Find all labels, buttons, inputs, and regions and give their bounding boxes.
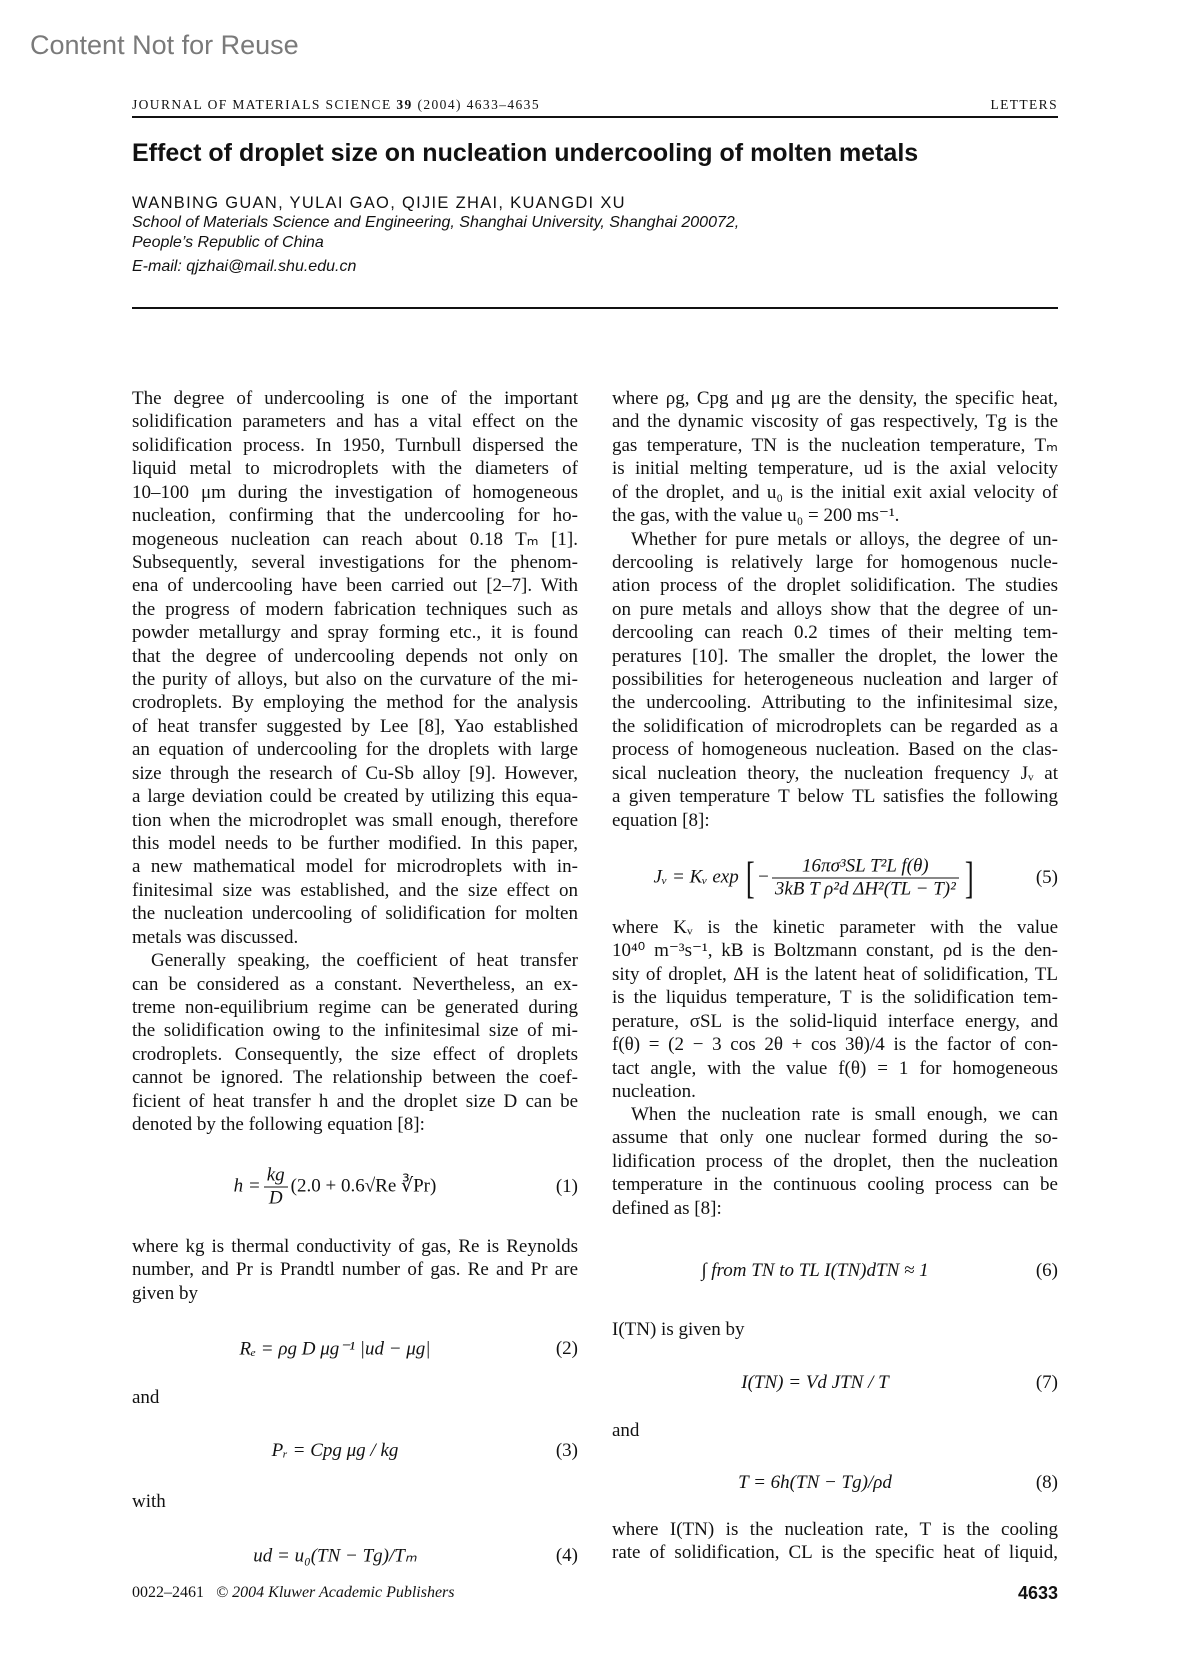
text-line: process of homogeneous nucleation. Based on the clas-	[612, 739, 1058, 761]
text-line: ficient of heat transfer h and the droplet size D can be	[132, 1090, 578, 1112]
text-line: metals was discussed.	[132, 926, 299, 948]
text-block	[132, 387, 578, 1137]
text-line: can be considered as a constant. Nevertheless, an ex-	[132, 973, 578, 995]
equation-4	[132, 1533, 578, 1579]
text-line: rate of solidification, CL is the specific heat of liquid,	[612, 1542, 1058, 1564]
fraction	[772, 856, 959, 901]
text-line: cannot be ignored. The relationship between the coef-	[132, 1067, 578, 1089]
equation-number: (3)	[555, 1440, 578, 1461]
text-line: size through the research of Cu-Sb alloy [9]. However,	[132, 762, 578, 784]
denominator: D	[264, 1187, 288, 1210]
text-line: sity of droplet, ΔH is the latent heat of solidification, TL	[612, 963, 1058, 985]
text-line: that the degree of undercooling depends not only on	[132, 645, 578, 667]
eq-lhs: Jᵥ = Kᵥ exp	[653, 866, 739, 888]
equation-number: (1)	[555, 1176, 578, 1197]
journal-year-pages: (2004) 4633–4635	[417, 97, 540, 112]
title-rule	[132, 307, 1058, 309]
publisher: © 2004 Kluwer Academic Publishers	[216, 1584, 455, 1601]
running-header	[132, 97, 540, 113]
equation-number: (6)	[1035, 1260, 1058, 1281]
text-line: tact angle, with the value f(θ) = 1 for homogeneous	[612, 1057, 1058, 1079]
connector-and: and	[612, 1420, 640, 1441]
eq-body: I(TN) = Vd JTN / T	[741, 1372, 889, 1393]
equation-number: (2)	[555, 1338, 578, 1359]
left-bracket: [	[746, 853, 756, 902]
text-line: crodroplets. By employing the method for the analysis	[132, 692, 578, 714]
equation-2	[132, 1326, 578, 1372]
header-rule	[132, 116, 1058, 118]
section-label: LETTERS	[990, 97, 1058, 112]
eq-body: Rₑ = ρg D μg⁻¹ |ud − μg|	[239, 1338, 431, 1360]
text-block	[612, 387, 1058, 832]
text-line: denoted by the following equation [8]:	[132, 1114, 425, 1136]
text-line: this model needs to be further modified. In this paper,	[132, 833, 578, 855]
page-number: 4633	[1017, 1583, 1058, 1603]
text-line: equation [8]:	[612, 809, 710, 831]
affiliation-line: School of Materials Science and Engineering, Shanghai University, Shanghai 200072,	[132, 214, 740, 231]
text-line: lidification process of the droplet, then the nucleation	[612, 1150, 1058, 1172]
text-line: the gas, with the value u₀ = 200 ms⁻¹.	[612, 505, 900, 527]
text-line: of heat transfer suggested by Lee [8], Yao established	[132, 715, 578, 737]
footer-copyright	[132, 1584, 455, 1602]
text-line: powder metallurgy and spray forming etc., it is found	[132, 622, 578, 644]
text-line: dercooling is relatively large for homogenous nucle-	[612, 551, 1058, 573]
equation-number: (8)	[1035, 1472, 1058, 1493]
equation-8	[612, 1460, 1058, 1506]
denominator: 3kB T ρ²d ΔH²(TL − T)²	[772, 878, 959, 901]
text-line: ena of undercooling have been carried out [2–7]. With	[132, 575, 578, 597]
text-line: 10–100 μm during the investigation of homogeneous	[132, 481, 578, 503]
equation-number: (5)	[1035, 867, 1058, 888]
text-line: and the dynamic viscosity of gas respectively, Tg is the	[612, 411, 1058, 433]
text-line: where kg is thermal conductivity of gas, Re is Reynolds	[132, 1236, 578, 1257]
text-line: the undercooling. Attributing to the infinitesimal size,	[612, 692, 1058, 714]
eq-rest: (2.0 + 0.6√Re ∛Pr)	[290, 1175, 437, 1197]
equation-number: (7)	[1035, 1372, 1058, 1393]
equation-7	[612, 1360, 1058, 1406]
text-line: Generally speaking, the coefficient of heat transfer	[151, 950, 578, 972]
equation-5	[612, 850, 1058, 906]
text-line: When the nucleation rate is small enough, we can	[631, 1104, 1058, 1125]
text-line: is the liquidus temperature, T is the solidification tem-	[612, 987, 1058, 1009]
text-line: f(θ) = (2 − 3 cos 2θ + cos 3θ)/4 is the factor of con-	[612, 1034, 1058, 1056]
fraction	[264, 1165, 288, 1210]
watermark: Content Not for Reuse	[30, 30, 299, 60]
equation-6	[612, 1248, 1058, 1294]
text-line: sical nucleation theory, the nucleation frequency Jᵥ at	[612, 762, 1058, 784]
text-line: nucleation.	[612, 1080, 696, 1102]
right-bracket: ]	[964, 853, 974, 902]
text-block	[612, 1103, 1058, 1220]
text-line: solidification parameters and has a vital effect on the	[132, 411, 578, 433]
text-line: an equation of undercooling for the droplets with large	[132, 739, 578, 761]
text-line: liquid metal to microdroplets with the diameters of	[132, 458, 578, 480]
text-line: number, and Pr is Prandtl number of gas. Re and Pr are	[132, 1259, 578, 1281]
text-line: temperature in the continuous cooling process can be	[612, 1174, 1058, 1196]
text-line: on pure metals and alloys show that the degree of un-	[612, 598, 1058, 620]
text-line: where ρg, Cpg and μg are the density, the specific heat,	[612, 388, 1058, 409]
text-line: the purity of alloys, but also on the curvature of the mi-	[132, 669, 578, 691]
text-line: The degree of undercooling is one of the important	[132, 388, 578, 409]
affiliation-line: People’s Republic of China	[132, 234, 324, 251]
text-line: a new mathematical model for microdroplets with in-	[132, 856, 578, 878]
connector-with: with	[132, 1491, 166, 1512]
text-line: ation process of the droplet solidification. The studies	[612, 575, 1058, 597]
text-line: a large deviation could be created by utilizing this equa-	[132, 786, 578, 808]
text-line: Whether for pure metals or alloys, the degree of un-	[631, 528, 1058, 550]
text-line: dercooling can reach 0.2 times of their melting tem-	[612, 622, 1058, 644]
eq-body: T = 6h(TN − Tg)/ρd	[738, 1472, 892, 1493]
minus-sign: −	[758, 866, 769, 888]
equation-number: (4)	[555, 1545, 578, 1566]
text-line: the nucleation undercooling of solidification for molten	[132, 903, 578, 925]
text-block	[612, 916, 1058, 1103]
text-line: the solidification owing to the infinitesimal size of mi-	[132, 1020, 578, 1042]
text-line: Subsequently, several investigations for the phenom-	[132, 551, 578, 573]
equation-3	[132, 1428, 578, 1474]
text-block	[132, 1235, 578, 1305]
eq-body: Pᵣ = Cpg μg / kg	[271, 1440, 399, 1461]
text-line: tion when the microdroplet was small enough, therefore	[132, 809, 578, 831]
article-title: Effect of droplet size on nucleation undercooling of molten metals	[132, 139, 919, 167]
equation-1	[132, 1164, 578, 1210]
eq-body: ∫ from TN to TL I(TN)dTN ≈ 1	[701, 1260, 929, 1281]
eq-lhs: h =	[233, 1175, 261, 1197]
text-line: of the droplet, and u₀ is the initial exit axial velocity of	[612, 481, 1058, 503]
text-line: a given temperature T below TL satisfies the following	[612, 786, 1058, 808]
text-line: where I(TN) is the nucleation rate, T is the cooling	[612, 1519, 1058, 1540]
text-line: crodroplets. Consequently, the size effect of droplets	[132, 1043, 578, 1065]
text-line: solidification process. In 1950, Turnbull dispersed the	[132, 434, 578, 456]
issn: 0022–2461	[132, 1584, 204, 1601]
connector-and: and	[132, 1387, 160, 1408]
journal-volume: 39	[396, 97, 413, 112]
text-line: defined as [8]:	[612, 1197, 722, 1219]
journal-name: JOURNAL OF MATERIALS SCIENCE	[132, 97, 392, 112]
text-line: where Kᵥ is the kinetic parameter with the value	[612, 917, 1058, 938]
text-line: given by	[132, 1282, 198, 1304]
text-line: the progress of modern fabrication techniques such as	[132, 598, 578, 620]
email[interactable]: E-mail: qjzhai@mail.shu.edu.cn	[132, 258, 357, 275]
text-line: possibilities for heterogeneous nucleation and larger of	[612, 669, 1058, 691]
text-line: finitesimal size was established, and the size effect on	[132, 879, 578, 901]
text-line: the solidification of microdroplets can be regarded as a	[612, 715, 1058, 737]
text-line: assume that only one nuclear formed during the so-	[612, 1127, 1058, 1149]
eq-body: ud = u₀(TN − Tg)/Tₘ	[253, 1545, 417, 1567]
text-line: nucleation, confirming that the undercooling for ho-	[132, 505, 578, 527]
authors: WANBING GUAN, YULAI GAO, QIJIE ZHAI, KUANGDI XU	[132, 194, 626, 212]
given-by-text: I(TN) is given by	[612, 1319, 745, 1340]
numerator: kg	[266, 1164, 285, 1186]
text-line: gas temperature, TN is the nucleation temperature, Tₘ	[612, 434, 1058, 456]
text-line: treme non-equilibrium regime can be generated during	[132, 996, 578, 1018]
numerator: 16πσ³SL T²L f(θ)	[802, 855, 929, 877]
text-line: mogeneous nucleation can reach about 0.18 Tₘ [1].	[132, 528, 578, 550]
text-line: is initial melting temperature, ud is the axial velocity	[612, 458, 1058, 480]
text-line: peratures [10]. The smaller the droplet, the lower the	[612, 645, 1058, 667]
text-line: perature, σSL is the solid-liquid interface energy, and	[612, 1010, 1058, 1032]
text-line: 10⁴⁰ m⁻³s⁻¹, kB is Boltzmann constant, ρd is the den-	[612, 940, 1058, 962]
text-block	[612, 1518, 1058, 1565]
